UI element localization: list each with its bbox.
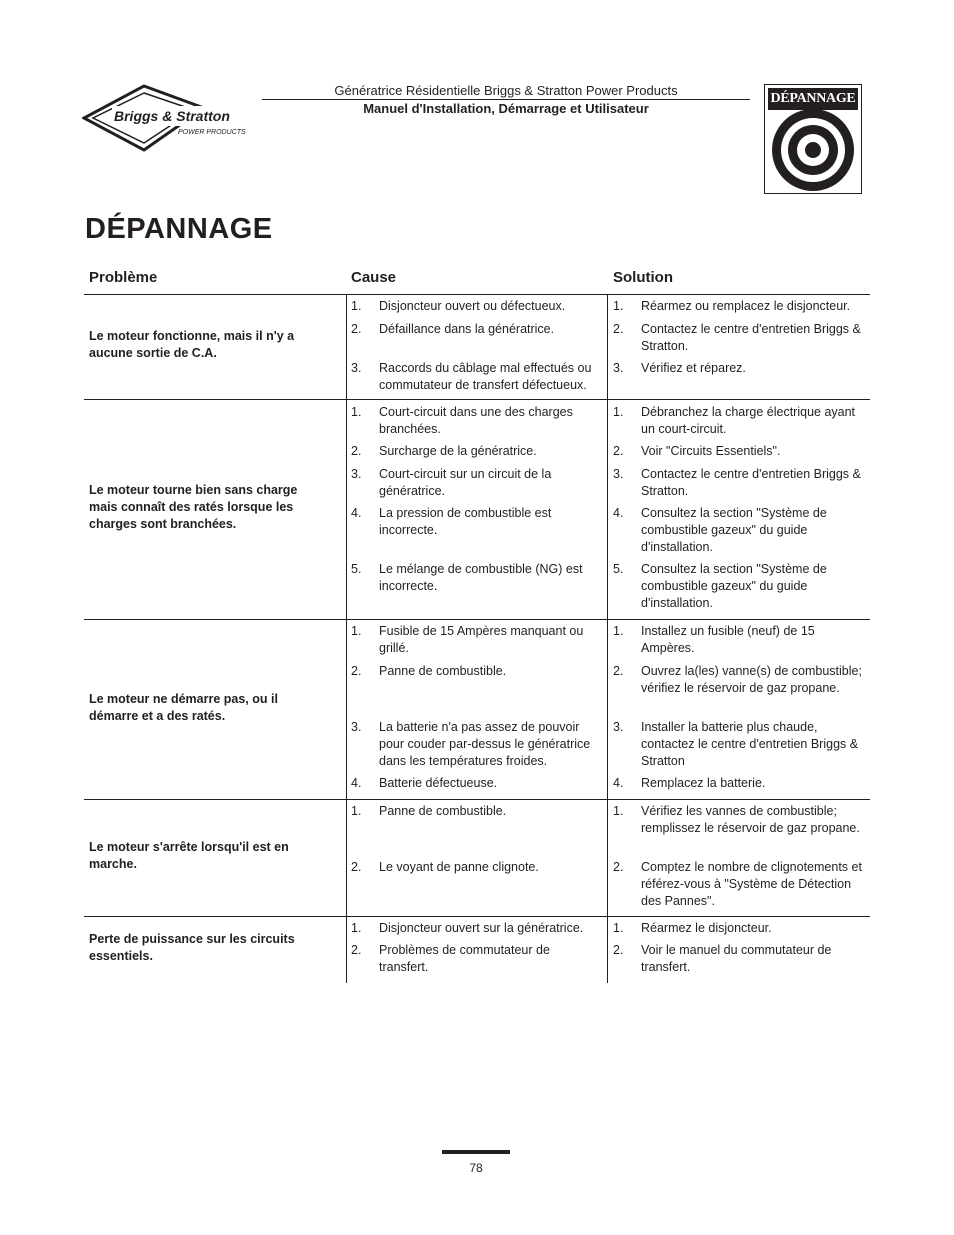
header-solution: Solution (613, 269, 673, 286)
brand-name: Briggs & Stratton (114, 108, 230, 124)
problem-text: Le moteur fonctionne, mais il n'y a aucune sortie de C.A. (89, 329, 295, 360)
header-problem: Problème (89, 269, 158, 286)
table-header (84, 266, 870, 295)
column-divider (607, 917, 608, 983)
column-divider (346, 917, 347, 983)
brand-sub: POWER PRODUCTS (178, 129, 246, 136)
column-divider (346, 620, 347, 799)
table-row: Le moteur ne démarre pas, ou il démarre et a des ratés. 1. Fusible de 15 Ampères manquant ou grillé. 2. Panne de combustible. 3. La batterie n'a pas assez de pouvoir pour couder par-dessus le génératrice dans les températures froides. 4. Batterie défectueuse. 1. Installez un fusible (neuf) de 15 Ampères. 2. Ouvrez la(les) vanne(s) de combustible; vérifiez le réservoir de gaz propane. 3. Installer la batterie plus chaude, contactez le centre d'entretien Briggs & Stratton 4. Remplacez la batterie. (84, 620, 870, 800)
page-title: DÉPANNAGE (85, 213, 273, 245)
column-divider (607, 400, 608, 619)
problem-text: Le moteur tourne bien sans charge mais connaît des ratés lorsque les charges sont branchées. (89, 483, 298, 531)
column-divider (607, 295, 608, 399)
table-row: Perte de puissance sur les circuits essentiels. 1. Disjoncteur ouvert sur la génératrice. 2. Problèmes de commutateur de transfert. 1. Réarmez le disjoncteur. 2. Voir le manuel du commutateur de transfert. (84, 917, 870, 983)
header-subtitle: Manuel d'Installation, Démarrage et Utilisateur (363, 101, 649, 116)
column-divider (346, 400, 347, 619)
column-divider (346, 295, 347, 399)
header-rule (262, 99, 750, 100)
page-number: 78 (469, 1161, 483, 1175)
header-cause: Cause (351, 269, 397, 286)
table-row: Le moteur fonctionne, mais il n'y a aucune sortie de C.A. 1. Disjoncteur ouvert ou défectueux. 2. Défaillance dans la génératrice. 3. Raccords du câblage mal effectués ou commutateur de transfert défectueux. 1. Réarmez ou remplacez le disjoncteur. 2. Contactez le centre d'entretien Briggs & Stratton. 3. Vérifiez et réparez. (84, 295, 870, 400)
badge-label: DÉPANNAGE (768, 88, 858, 110)
problem-text: Le moteur s'arrête lorsqu'il est en marche. (89, 840, 289, 871)
table-row: Le moteur s'arrête lorsqu'il est en marche. 1. Panne de combustible. 2. Le voyant de panne clignote. 1. Vérifiez les vannes de combustible; remplissez le réservoir de gaz propane. 2. Comptez le nombre de clignotements et référez-vous à "Système de Détection des Pannes". (84, 800, 870, 917)
problem-text: Perte de puissance sur les circuits essentiels. (89, 932, 295, 963)
footer-bar (442, 1150, 510, 1154)
table-row: Le moteur tourne bien sans charge mais connaît des ratés lorsque les charges sont branchées. 1. Court-circuit dans une des charges branchées. 2. Surcharge de la génératrice. 3. Court-circuit sur un circuit de la génératrice. 4. La pression de combustible est incorrecte. 5. Le mélange de combustible (NG) est incorrecte. 1. Débranchez la charge électrique ayant un court-circuit. 2. Voir "Circuits Essentiels". 3. Contactez le centre d'entretien Briggs & Stratton. 4. Consultez la section "Système de combustible gazeux" du guide d'installation. 5. Consultez la section "Système de combustible gazeux" du guide d'installation. (84, 400, 870, 620)
column-divider (607, 620, 608, 799)
problem-text: Le moteur ne démarre pas, ou il démarre et a des ratés. (89, 692, 278, 723)
column-divider (346, 800, 347, 916)
column-divider (607, 800, 608, 916)
header-title: Génératrice Résidentielle Briggs & Stratton Power Products (334, 83, 678, 98)
target-icon (765, 107, 861, 193)
briggs-stratton-logo (82, 84, 254, 152)
troubleshooting-table (84, 266, 870, 983)
troubleshooting-badge (764, 84, 862, 194)
